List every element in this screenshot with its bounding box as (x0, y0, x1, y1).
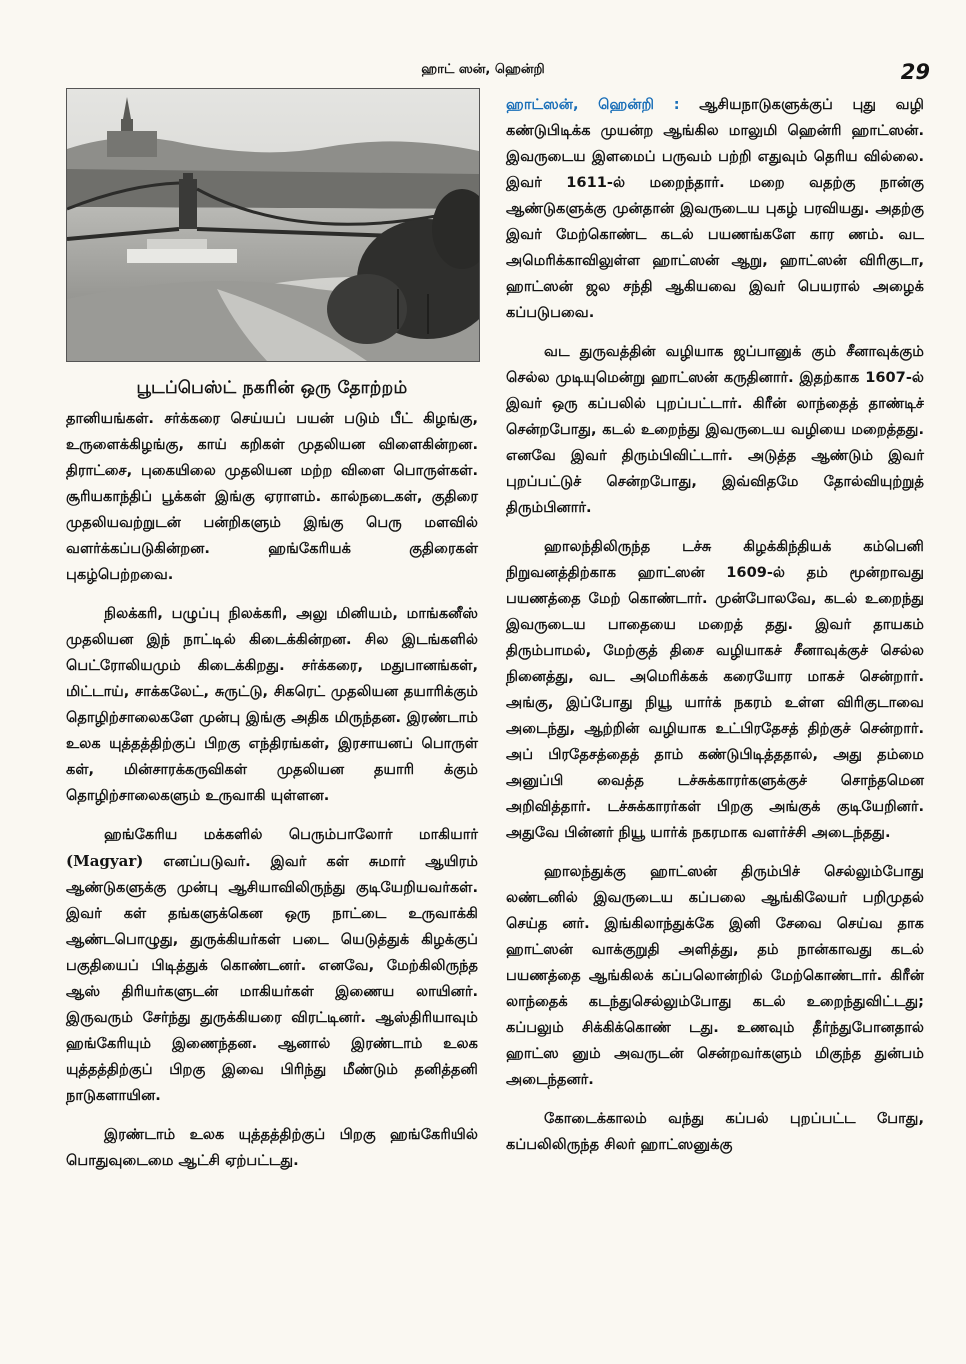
entry-paragraph-1-text: ஆசியநாடுகளுக்குப் புது வழி கண்டுபிடிக்க முயன்ற ஆங்கில மாலுமி ஹென்ரி ஹாட்ஸன். இவருடைய இளமைப் பருவம் பற்றி எதுவும் தெரிய வில்லை. இவர் 1611-ல் மறைந்தார். மறை வதற்கு நான்கு ஆண்டுகளுக்கு முன்தான் இவருடைய புகழ் பரவியது. அதற்கு இவர் மேற்கொண்ட கடல் பயணங்களே கார ணம். வட அமெரிக்காவிலுள்ள ஹாட்ஸன் ஆறு, ஹாட்ஸன் விரிகுடா, ஹாட்ஸன் ஜல சந்தி ஆகியவை இவர் பெயரால் அழைக் கப்படுபவை. (506, 96, 924, 321)
running-title: ஹாட் ஸன், ஹென்றி (421, 62, 545, 77)
left-paragraph-3-end: எனப்படுவர். இவர் கள் சுமார் ஆயிரம் ஆண்டுகளுக்கு முன்பு ஆசியாவிலிருந்து குடியேறியவர்கள். இவர் கள் தங்களுக்கென ஒரு நாட்டை உருவாக்கி ஆண்டபொழுது, துருக்கியர்கள் படை யெடுத்துக் கிழக்குப் பகுதியைப் பிடித்துக் கொண்டனர். எனவே, மேற்கிலிருந்த ஆஸ் திரியர்களுடன் மாகியர்கள் இணைய லாயினர். இருவரும் சேர்ந்து துருக்கியரை விரட்டினர். ஆஸ்திரியாவும் ஹங்கேரியும் இணைந்தன. ஆனால் இரண்டாம் உலக யுத்தத்திற்குப் பிறகு இவை பிரிந்து மீண்டும் தனித்தனி நாடுகளாயின. (66, 853, 478, 1104)
left-paragraph-1: தானியங்கள். சர்க்கரை செய்யப் பயன் படும் பீட் கிழங்கு, உருளைக்கிழங்கு, காய் கறிகள் முதலியன விளைகின்றன. திராட்சை, புகையிலை முதலியன மற்ற விளை பொருள்கள். சூரியகாந்திப் பூக்கள் இங்கு ஏராளம். கால்நடைகள், குதிரை முதலியவற்றுடன் பன்றிகளும் இங்கு பெரு மளவில் வளர்க்கப்படுகின்றன. ஹங்கேரியக் குதிரைகள் புகழ்பெற்றவை. (66, 410, 478, 583)
entry-paragraph-1 (506, 92, 924, 326)
left-paragraph-2: நிலக்கரி, பழுப்பு நிலக்கரி, அலு மினியம், மாங்கனீஸ் முதலியன இந் நாட்டில் கிடைக்கின்றன. சில இடங்களில் பெட்ரோலியமும் கிடைக்கிறது. சர்க்கரை, மதுபானங்கள், மிட்டாய், சாக்கலேட், சுருட்டு, சிகரெட் முதலியன தயாரிக்கும் தொழிற்சாலைகளே முன்பு இங்கு அதிக மிருந்தன. இரண்டாம் உலக யுத்தத்திற்குப் பிறகு எந்திரங்கள், இரசாயனப் பொருள் கள், மின்சாரக்கருவிகள் முதலியன தயாரி க்கும் தொழிற்சாலைகளும் உருவாகி யுள்ளன. (66, 605, 478, 804)
entry-headword: ஹாட்ஸன், ஹென்றி : (506, 96, 680, 113)
budapest-photo-drawing (67, 89, 479, 361)
entry-paragraph-5: கோடைக்காலம் வந்து கப்பல் புறப்பட்ட போது, கப்பலிலிருந்த சிலர் ஹாட்ஸனுக்கு (506, 1110, 924, 1153)
left-paragraph-3 (66, 822, 478, 1109)
page-number: 29 (900, 60, 930, 84)
left-paragraph-3-start: ஹங்கேரிய மக்களில் பெரும்பாலோர் மாகியார் (104, 826, 478, 843)
entry-paragraph-4: ஹாலந்துக்கு ஹாட்ஸன் திரும்பிச் செல்லும்போது லண்டனில் இவருடைய கப்பலை ஆங்கிலேயர் பறிமுதல் செய்த னர். இங்கிலாந்துக்கே இனி சேவை செய்வ தாக ஹாட்ஸன் வாக்குறுதி அளித்து, தம் நான்காவது கடல் பயணத்தை ஆங்கிலக் கப்பலொன்றில் மேற்கொண்டார். கிரீன் லாந்தைக் கடந்துசெல்லும்போது கடல் உறைந்துவிட்டது; கப்பலும் சிக்கிக்கொண் டது. உணவும் தீர்ந்துபோனதால் ஹாட்ஸ னும் அவருடன் சென்றவர்களும் மிகுந்த துன்பம் அடைந்தனர். (506, 863, 924, 1088)
left-paragraph-4: இரண்டாம் உலக யுத்தத்திற்குப் பிறகு ஹங்கேரியில் பொதுவுடைமை ஆட்சி ஏற்பட்டது. (66, 1126, 478, 1169)
figure-caption: பூடப்பெஸ்ட் நகரின் ஒரு தோற்றம் (136, 378, 408, 398)
magyar-term: (Magyar) (66, 852, 144, 870)
entry-paragraph-2: வட துருவத்தின் வழியாக ஜப்பானுக் கும் சீனாவுக்கும் செல்ல முடியுமென்று ஹாட்ஸன் கருதினார். இதற்காக 1607-ல் இவர் ஒரு கப்பலில் புறப்பட்டார். கிரீன் லாந்தைத் தாண்டிச் சென்றபோது, கடல் உறைந்து இவருடைய வழியை மறைத்தது. எனவே இவர் திரும்பிவிட்டார். அடுத்த ஆண்டும் இவர் புறப்பட்டுச் சென்றபோது, இவ்விதமே தோல்வியுற்றுத் திரும்பினார். (506, 343, 924, 516)
right-column (506, 92, 924, 1171)
budapest-photo (66, 88, 480, 362)
left-column (66, 88, 478, 1187)
entry-paragraph-3: ஹாலந்திலிருந்த டச்சு கிழக்கிந்தியக் கம்பெனி நிறுவனத்திற்காக ஹாட்ஸன் 1609-ல் தம் மூன்றாவது பயணத்தை மேற் கொண்டார். முன்போலவே, கடல் உறைந்து இவருடைய பாதையை மறைத் தது. இவர் தாயகம் திரும்பாமல், மேற்குத் திசை வழியாகச் சீனாவுக்குச் செல்ல நினைத்து, வட அமெரிக்கக் கரையோர மாகச் சென்றார். அங்கு, இப்போது நியூ யார்க் நகரம் உள்ள விரிகுடாவை அடைந்து, ஆற்றின் வழியாக உட்பிரதேசத் திற்குச் சென்றார். அப் பிரதேசத்தைத் தாம் கண்டுபிடித்ததால், அது தம்மை அனுப்பி வைத்த டச்சுக்காரர்களுக்குச் சொந்தமென அறிவித்தார். டச்சுக்காரர்கள் பிறகு அங்குக் குடியேறினர். அதுவே பின்னர் நியூ யார்க் நகரமாக வளர்ச்சி அடைந்தது. (506, 538, 924, 841)
